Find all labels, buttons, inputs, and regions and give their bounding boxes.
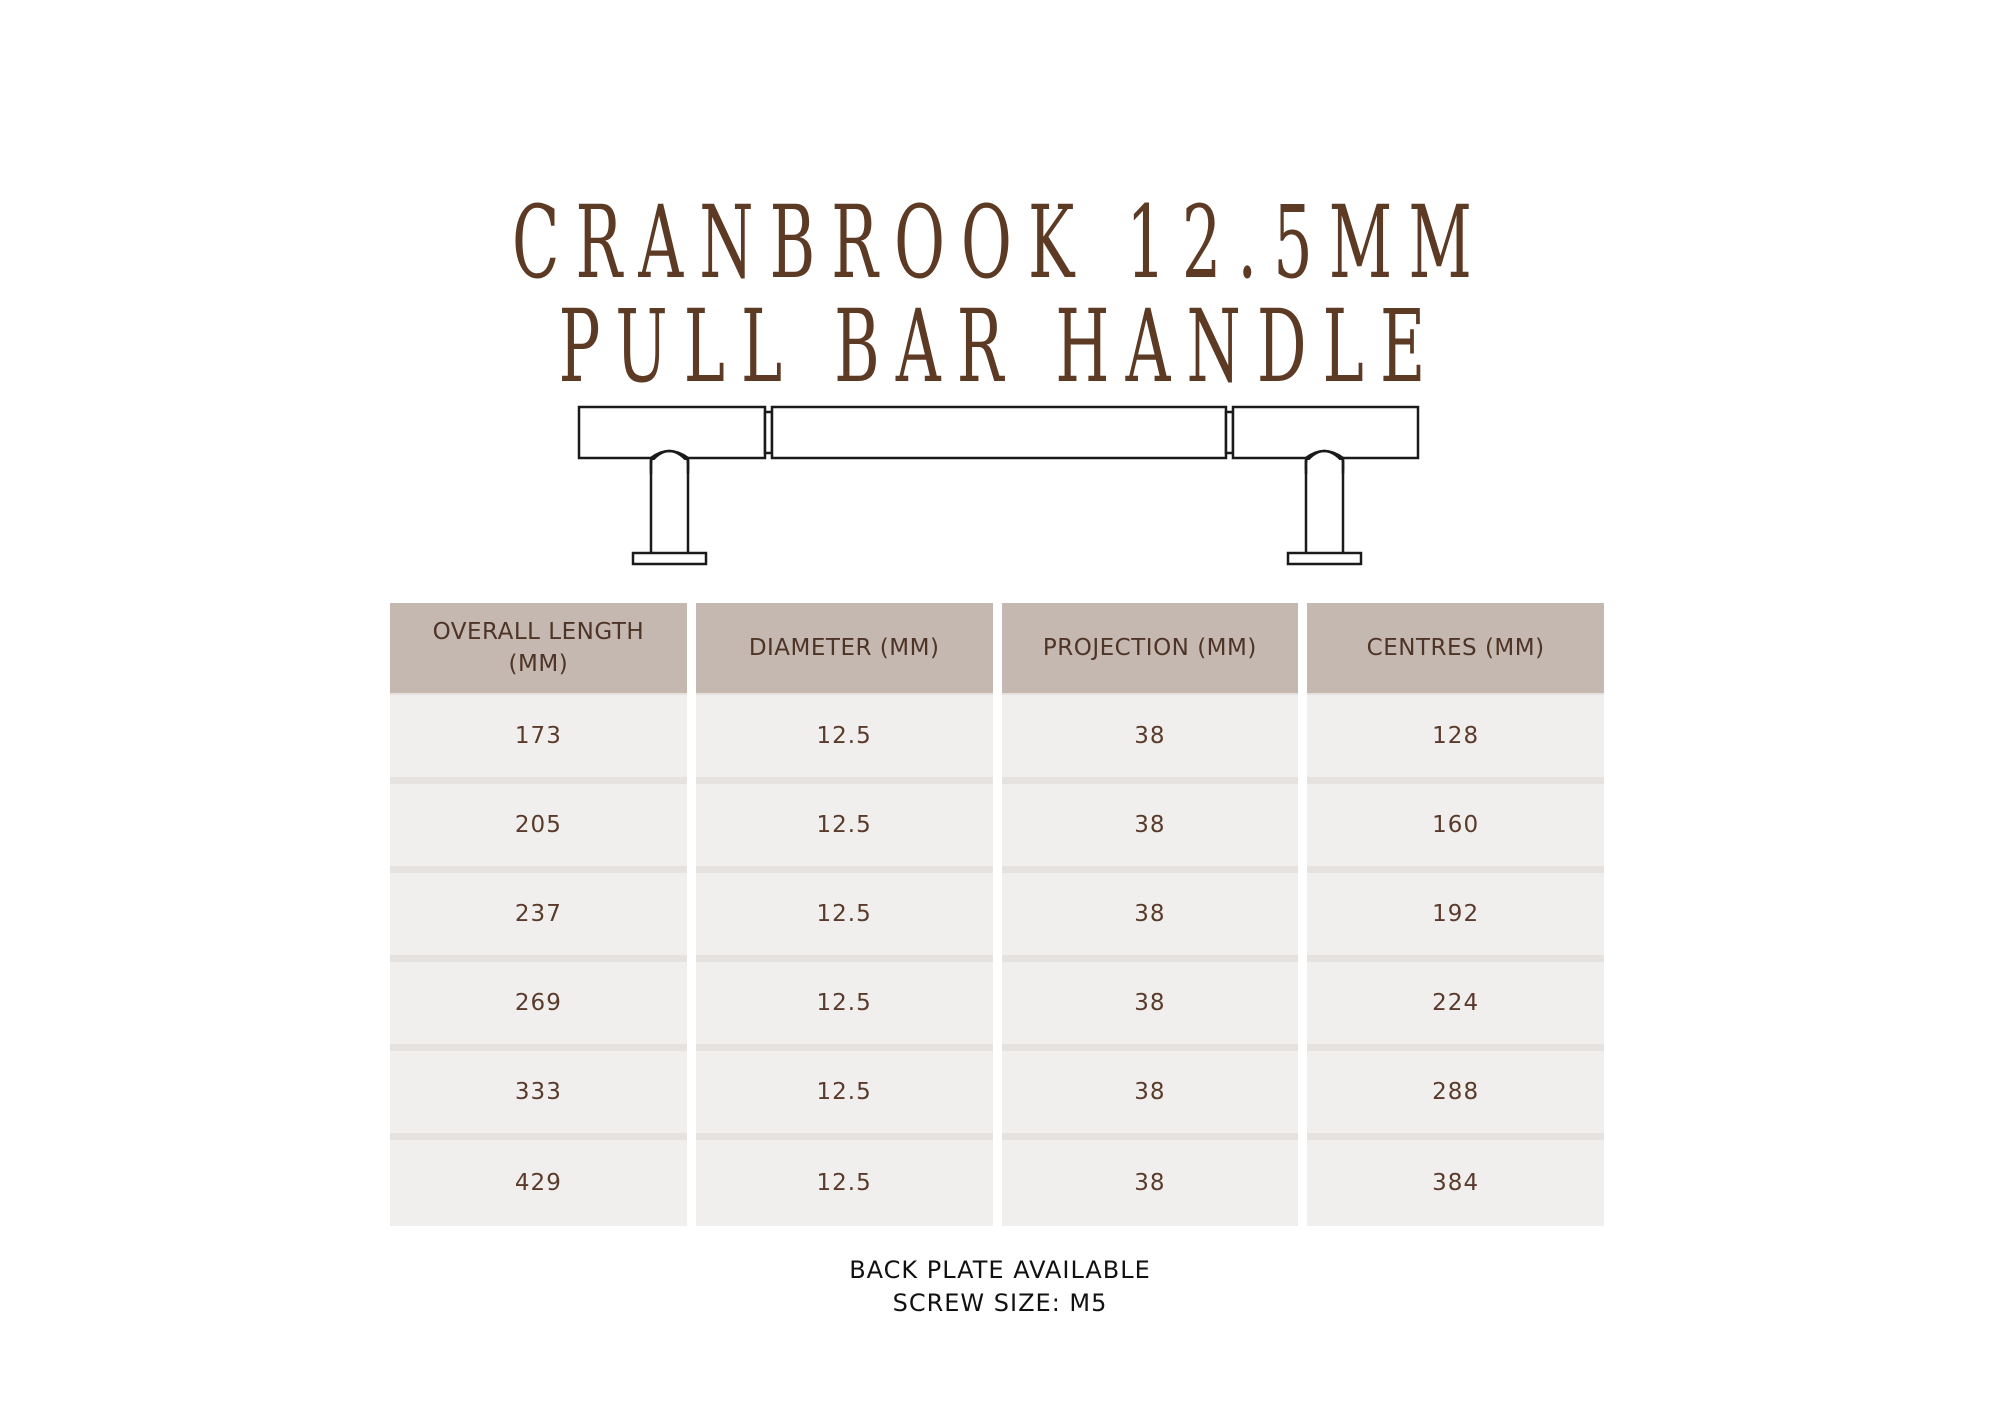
table-row xyxy=(390,695,1604,784)
table-cell: 12.5 xyxy=(696,784,993,873)
column-header-projection: PROJECTION (MM) xyxy=(1002,603,1299,695)
table-header-row xyxy=(390,603,1604,695)
table-row xyxy=(390,873,1604,962)
table-cell: 12.5 xyxy=(696,695,993,784)
column-header-overall-length: OVERALL LENGTH (MM) xyxy=(390,603,687,695)
table-row xyxy=(390,784,1604,873)
table-cell: 160 xyxy=(1307,784,1604,873)
table-cell: 38 xyxy=(1002,1051,1299,1140)
table-cell: 288 xyxy=(1307,1051,1604,1140)
table-cell: 205 xyxy=(390,784,687,873)
table-cell: 12.5 xyxy=(696,962,993,1051)
table-cell: 429 xyxy=(390,1140,687,1226)
back-plate-note: BACK PLATE AVAILABLE xyxy=(849,1256,1151,1284)
table-cell: 38 xyxy=(1002,1140,1299,1226)
screw-size-note: SCREW SIZE: M5 xyxy=(892,1289,1108,1317)
table-cell: 38 xyxy=(1002,784,1299,873)
specification-table xyxy=(381,603,1613,1226)
table-cell: 224 xyxy=(1307,962,1604,1051)
page-title-line-1: CRANBROOK 12.5MM xyxy=(511,184,1488,301)
table-cell: 12.5 xyxy=(696,1140,993,1226)
column-header-centres: CENTRES (MM) xyxy=(1307,603,1604,695)
left-base-plate xyxy=(633,553,706,564)
table-row xyxy=(390,962,1604,1051)
table-cell: 12.5 xyxy=(696,1051,993,1140)
right-base-plate xyxy=(1288,553,1361,564)
table-row xyxy=(390,1140,1604,1226)
table-cell: 12.5 xyxy=(696,873,993,962)
table-cell: 38 xyxy=(1002,695,1299,784)
page-title-line-2: PULL BAR HANDLE xyxy=(558,288,1442,405)
table-cell: 384 xyxy=(1307,1140,1604,1226)
table-cell: 333 xyxy=(390,1051,687,1140)
table-cell: 38 xyxy=(1002,873,1299,962)
table-cell: 192 xyxy=(1307,873,1604,962)
table-cell: 237 xyxy=(390,873,687,962)
table-cell: 173 xyxy=(390,695,687,784)
table-cell: 128 xyxy=(1307,695,1604,784)
table-row xyxy=(390,1051,1604,1140)
column-header-diameter: DIAMETER (MM) xyxy=(696,603,993,695)
table-cell: 269 xyxy=(390,962,687,1051)
bar-middle xyxy=(772,407,1226,458)
pull-bar-handle-icon xyxy=(0,395,2000,575)
table-cell: 38 xyxy=(1002,962,1299,1051)
